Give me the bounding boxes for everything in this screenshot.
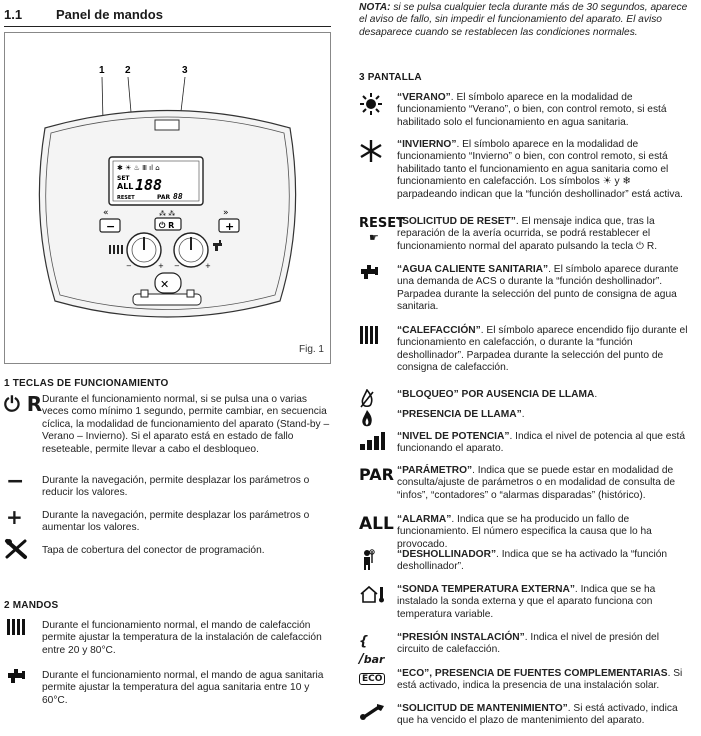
par-icon-label: PAR [359, 465, 394, 484]
section-title: Panel de mandos [56, 7, 163, 22]
lcd-reset: RESET [117, 195, 135, 201]
reset-title: “SOLICITUD DE RESET” [397, 216, 516, 227]
nota-text: si se pulsa cualquier tecla durante más de 30 segundos, aparece el aviso de fallo, sin impedir el funcionamiento del aparato. El aviso desaparece cuando se restablecen las condiciones normales. [359, 2, 688, 38]
presion-title: “PRESIÓN INSTALACIÓN” [397, 632, 525, 643]
plus-button-label: + [225, 220, 235, 233]
potencia-text: . Indica el nivel de potencia al que está funcionando el aparato. [397, 431, 686, 455]
minus-button-label: − [106, 220, 116, 233]
callout-3: 3 [182, 65, 188, 76]
bloqueo-text: . [594, 389, 598, 400]
invierno-text: . El símbolo aparece en la modalidad de funcionamiento “Invierno” o bien, con control remoto, si está habilitado tanto el funcionamiento en agua sanitaria como el funcionamiento en calefacción. Los símbolos ☀ y ❄ parpadeando indican que la “función deshollinador” está activa. [397, 139, 684, 200]
snowflake-icon [359, 139, 391, 163]
lcd-digits: 188 [135, 176, 163, 194]
reset-icon-label: RESET [359, 216, 406, 231]
calefaccion-title: “CALEFACCIÓN” [397, 325, 481, 336]
verano-text: . El símbolo aparece en la modalidad de funcionamiento “Verano”, o bien, con control remoto, si está habilitado solo el funcionamiento en agua sanitaria. [397, 92, 667, 128]
all-icon [359, 514, 394, 538]
teclas-heading: 1 TECLAS DE FUNCIONAMIENTO [4, 378, 169, 389]
sun-icon [359, 92, 391, 116]
control-panel-drawing [5, 33, 330, 363]
sonda-title: “SONDA TEMPERATURA EXTERNA” [397, 584, 575, 595]
alarma-title: “ALARMA” [397, 514, 452, 525]
mantenimiento-title: “SOLICITUD DE MANTENIMIENTO” [397, 703, 568, 714]
mandos-heading: 2 MANDOS [4, 600, 59, 611]
house-temp-icon [359, 584, 391, 608]
mantenimiento-text: . Si está activado, indica que ha vencido el plazo de mantenimiento del aparato. [397, 703, 678, 727]
svg-text:⁂ ⁂: ⁂ ⁂ [159, 210, 176, 218]
teclas-item-plus-text: Durante la navegación, permite desplazar los parámetros o aumentar los valores. [42, 510, 310, 534]
nota-label: NOTA: [359, 2, 391, 13]
acs-text: . El símbolo aparece durante una demanda de ACS o durante la “función deshollinador”. Parpadea durante la selección del punto de consigna de agua sanitaria. [397, 264, 679, 313]
arrows-right: » [223, 208, 229, 218]
calefaccion-text: . El símbolo aparece encendido fijo durante el funcionamiento en calefacción, o durante la “función deshollinador”. Parpadea durante la selección del punto de consigna de calefacción. [397, 325, 688, 374]
arrows-left: « [103, 208, 109, 218]
minus-icon: − [6, 469, 25, 494]
svg-text:✱ ☀ ♨ Ⅲ ıl ⌂: ✱ ☀ ♨ Ⅲ ıl ⌂ [117, 164, 160, 172]
pressure-bar-icon: { /bar [359, 634, 385, 667]
potencia-title: “NIVEL DE POTENCIA” [397, 431, 510, 442]
teclas-item-minus-text: Durante la navegación, permite desplazar los parámetros o reducir los valores. [42, 475, 310, 499]
reset-text: . El mensaje indica que, tras la reparación de la avería ocurrida, se podrá restablecer el funcionamiento normal del aparato pulsando la tecla ⏻ R. [397, 216, 658, 252]
lcd-all: ALL [117, 182, 134, 191]
lcd-par: PAR [157, 194, 171, 201]
verano-title: “VERANO” [397, 92, 451, 103]
knob-dhw-plus: + [205, 262, 211, 270]
eco-title: “ECO”, PRESENCIA DE FUENTES COMPLEMENTARIAS [397, 668, 668, 679]
mandos-item-dhw-text: Durante el funcionamiento normal, el mando de agua sanitaria permite ajustar la temperatura del agua sanitaria entre 10 y 60°C. [42, 670, 324, 706]
callout-2: 2 [125, 65, 131, 76]
power-level-icon [359, 431, 391, 455]
tap-icon [6, 668, 28, 688]
parametro-title: “PARÁMETRO” [397, 465, 473, 476]
plus-icon: + [6, 505, 23, 529]
eco-icon [359, 668, 391, 692]
lcd-set: SET [117, 175, 130, 182]
acs-title: “AGUA CALIENTE SANITARIA” [397, 264, 549, 275]
onoff-reset-icon: ⏻ R [4, 392, 43, 416]
sonda-text: . Indica que se ha instalado la sonda externa y que el aparato funciona con temperatura variable. [397, 584, 656, 620]
dhw-tap-icon [359, 264, 391, 288]
teclas-item-onoff-text: Durante el funcionamiento normal, si se pulsa una o varias veces como mínimo 1 segundo, permite cambiar, en secuencia cíclica, la modalidad de funcionamiento del aparato (Stand-by – Verano – Invierno). Si el aparato está en estado de fallo reseteable, permite llevar a cabo el desbloqueo. [42, 394, 330, 455]
tools-icon-panel: ✕ [160, 278, 170, 291]
llama-text: . [521, 409, 525, 420]
pantalla-heading: 3 PANTALLA [359, 72, 422, 83]
control-panel-figure [4, 32, 331, 364]
flame-icon [359, 409, 391, 433]
knob-dhw-minus: − [174, 262, 180, 270]
eco-text: . Si está activado, indica la presencia de una instalación solar. [397, 668, 683, 692]
parametro-text: . Indica que se puede estar en modalidad de consulta/ajuste de parámetros o en modalidad de consulta de “infos”, “contadores” o “alarmas disparadas” (histórico). [397, 465, 676, 501]
onoff-button-label: ⏻ R [159, 221, 175, 230]
heating-radiator-icon [359, 325, 391, 349]
llama-title: “PRESENCIA DE LLAMA” [397, 409, 522, 420]
invierno-title: “INVIERNO” [397, 139, 457, 150]
section-number: 1.1 [4, 7, 23, 22]
radiator-icon [6, 618, 26, 636]
eco-icon-label: ECO [359, 673, 385, 685]
pressure-bar-label: bar [363, 653, 385, 666]
bloqueo-title: “BLOQUEO” POR AUSENCIA DE LLAMA [397, 389, 595, 400]
knob-heat-minus: − [126, 262, 132, 270]
deshollinador-text: . Indica que se ha activado la “función deshollinador”. [397, 549, 668, 573]
nota-paragraph [359, 2, 689, 39]
deshollinador-title: “DESHOLLINADOR” [397, 549, 497, 560]
reset-icon: RESET ☛ [359, 216, 406, 244]
knob-heat-plus: + [158, 262, 164, 270]
wrench-icon [359, 703, 391, 727]
section-header [4, 4, 331, 27]
teclas-item-tools-text: Tapa de cobertura del conector de programación. [42, 545, 265, 556]
lcd-small-digits: 88 [173, 192, 183, 201]
mandos-item-heating-text: Durante el funcionamiento normal, el mando de calefacción permite ajustar la temperatura de la instalación de calefacción entre 20 y 80°C. [42, 620, 322, 656]
tools-icon [4, 538, 28, 560]
all-icon-label: ALL [359, 514, 394, 534]
callout-1: 1 [99, 65, 105, 76]
chimney-sweep-icon [359, 549, 391, 573]
presion-text: . Indica el nivel de presión del circuito de calefacción. [397, 632, 659, 656]
alarma-text: . Indica que se ha producido un fallo de funcionamiento. El número especifica la causa que lo ha provocado. [397, 514, 652, 550]
par-icon [359, 465, 394, 489]
figure-label: Fig. 1 [298, 344, 324, 355]
